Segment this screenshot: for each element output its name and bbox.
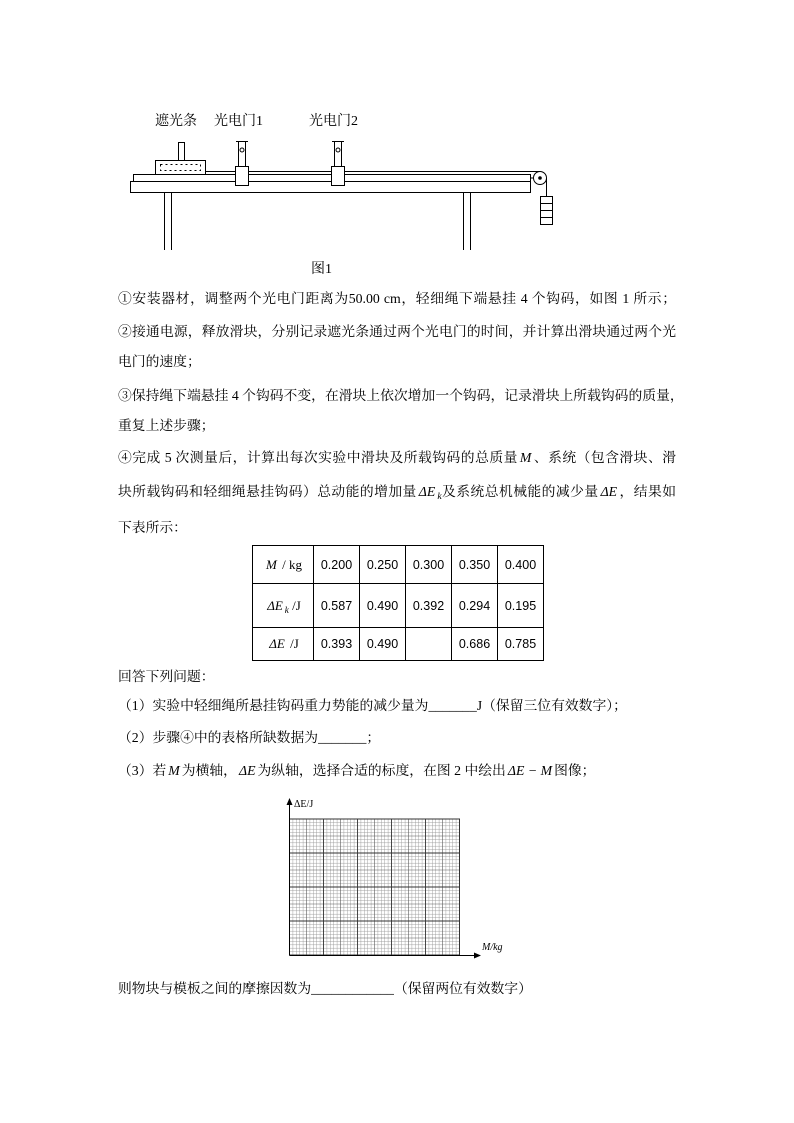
table-cell: 0.250 bbox=[360, 546, 406, 584]
table-cell: 0.587 bbox=[314, 584, 360, 628]
final-question-text-end: （保留两位有效数字） bbox=[393, 981, 532, 996]
figure-1-caption: 图1 bbox=[311, 262, 332, 277]
question-1 bbox=[118, 696, 676, 716]
kinetic-energy-subscript: k bbox=[284, 604, 289, 615]
results-table bbox=[252, 545, 544, 661]
question-3-text-mid: 为横轴， bbox=[181, 763, 237, 778]
table-leg-left bbox=[165, 192, 172, 250]
label-photogate-2: 光电门2 bbox=[309, 114, 358, 129]
table-leg-right bbox=[464, 192, 471, 250]
table-cell-missing bbox=[406, 628, 452, 661]
procedure-step-4-cont-mid: 及系统总机械能的减少量 bbox=[441, 484, 599, 499]
light-shielding-strip bbox=[179, 143, 185, 161]
question-2-text: （2）步骤④中的表格所缺数据为 bbox=[118, 730, 319, 745]
slider-block-pattern bbox=[161, 165, 201, 171]
question-2 bbox=[118, 728, 676, 748]
procedure-step-2: ②接通电源，释放滑块，分别记录遮光条通过两个光电门的时间，并计算出滑块通过两个光 bbox=[118, 324, 676, 339]
mechanical-energy-symbol: ΔE bbox=[269, 636, 285, 651]
table-cell: 0.490 bbox=[360, 628, 406, 661]
table-cell: 0.393 bbox=[314, 628, 360, 661]
table-header-mechanical-energy bbox=[253, 628, 314, 661]
procedure-table-intro: 下表所示： bbox=[118, 520, 187, 535]
mechanical-energy-symbol: ΔE bbox=[600, 484, 618, 499]
table-header-mass bbox=[253, 546, 314, 584]
table-row-mechanical-energy bbox=[253, 628, 544, 661]
procedure-step-4-continued bbox=[118, 482, 676, 502]
procedure-step-4-text-end: 、系统（包含滑块、滑 bbox=[533, 450, 676, 465]
hook-weights bbox=[541, 197, 553, 225]
kinetic-energy-subscript: k bbox=[437, 491, 442, 503]
table-cell: 0.686 bbox=[452, 628, 498, 661]
final-question bbox=[118, 979, 676, 999]
figure-2-graph bbox=[270, 790, 520, 965]
questions-intro: 回答下列问题： bbox=[118, 669, 215, 684]
table-cell: 0.392 bbox=[406, 584, 452, 628]
procedure-step-2-continued: 电门的速度； bbox=[118, 354, 201, 369]
kinetic-energy-symbol: ΔE bbox=[418, 484, 436, 499]
question-3 bbox=[118, 761, 676, 781]
procedure-step-4-text: ④完成 5 次测量后，计算出每次实验中滑块及所载钩码的总质量 bbox=[118, 450, 518, 465]
y-axis-label: ΔE/J bbox=[294, 799, 314, 810]
question-1-text-end: J（保留三位有效数字）； bbox=[476, 698, 627, 713]
kinetic-energy-unit: /J bbox=[288, 597, 301, 613]
question-3-text-end: 图像； bbox=[554, 763, 596, 778]
table-cell: 0.350 bbox=[452, 546, 498, 584]
table-cell: 0.195 bbox=[498, 584, 544, 628]
procedure-step-3: ③保持绳下端悬挂 4 个钩码不变，在滑块上依次增加一个钩码，记录滑块上所载钩码的质量， bbox=[118, 388, 684, 403]
procedure-step-4-cont-end: ，结果如 bbox=[619, 484, 677, 499]
x-axis-label: M/kg bbox=[482, 942, 503, 953]
table-top bbox=[131, 182, 531, 193]
label-photogate-1: 光电门1 bbox=[214, 114, 263, 129]
x-axis-arrow bbox=[474, 953, 481, 959]
question-3-text: （3）若 bbox=[118, 763, 167, 778]
table-cell: 0.294 bbox=[452, 584, 498, 628]
mechanical-energy-unit: /J bbox=[286, 636, 299, 651]
photogate-1-post bbox=[239, 142, 246, 167]
photogate-2-post bbox=[335, 142, 342, 167]
kinetic-energy-symbol: ΔE bbox=[267, 597, 283, 613]
photogate-2 bbox=[332, 142, 345, 186]
label-light-shielding-strip: 遮光条 bbox=[155, 114, 197, 129]
mechanical-energy-symbol: ΔE bbox=[238, 763, 256, 778]
procedure-step-4 bbox=[118, 448, 676, 468]
question-3-text-mid-2: 为纵轴，选择合适的标度，在图 2 中绘出 bbox=[257, 763, 506, 778]
photogate-2-clamp bbox=[332, 167, 345, 186]
question-2-text-end: ； bbox=[366, 730, 381, 745]
answer-blank-1: _______ bbox=[428, 698, 477, 713]
photogate-1 bbox=[236, 142, 249, 186]
energy-mass-expression: ΔE − M bbox=[507, 763, 553, 778]
photogate-1-clamp bbox=[236, 167, 249, 186]
photogate-1-sensor bbox=[240, 148, 244, 152]
table-cell: 0.300 bbox=[406, 546, 452, 584]
answer-blank-2: _______ bbox=[318, 730, 367, 745]
photogate-2-sensor bbox=[336, 148, 340, 152]
table-cell: 0.200 bbox=[314, 546, 360, 584]
mass-symbol: M bbox=[266, 556, 277, 572]
apparatus-diagram bbox=[120, 130, 570, 255]
pulley-axle bbox=[539, 177, 542, 180]
procedure-step-1: ①安装器材，调整两个光电门距离为50.00 cm，轻细绳下端悬挂 4 个钩码，如图 1 所示； bbox=[118, 291, 676, 306]
table-cell: 0.785 bbox=[498, 628, 544, 661]
procedure-step-4-cont-text: 块所载钩码和轻细绳悬挂钩码）总动能的增加量 bbox=[118, 484, 417, 499]
table-cell: 0.490 bbox=[360, 584, 406, 628]
procedure-step-3-continued: 重复上述步骤； bbox=[118, 418, 215, 433]
table-row-mass bbox=[253, 546, 544, 584]
mass-unit: / kg bbox=[278, 556, 302, 572]
total-mass-symbol: M bbox=[519, 450, 532, 465]
table-cell: 0.400 bbox=[498, 546, 544, 584]
mass-symbol: M bbox=[168, 763, 180, 778]
answer-blank-3: ____________ bbox=[311, 981, 394, 996]
final-question-text: 则物块与模板之间的摩擦因数为 bbox=[118, 981, 312, 996]
question-1-text: （1）实验中轻细绳所悬挂钩码重力势能的减少量为 bbox=[118, 698, 429, 713]
y-axis-arrow bbox=[287, 798, 293, 805]
table-header-kinetic-energy bbox=[253, 584, 314, 628]
table-row-kinetic-energy bbox=[253, 584, 544, 628]
